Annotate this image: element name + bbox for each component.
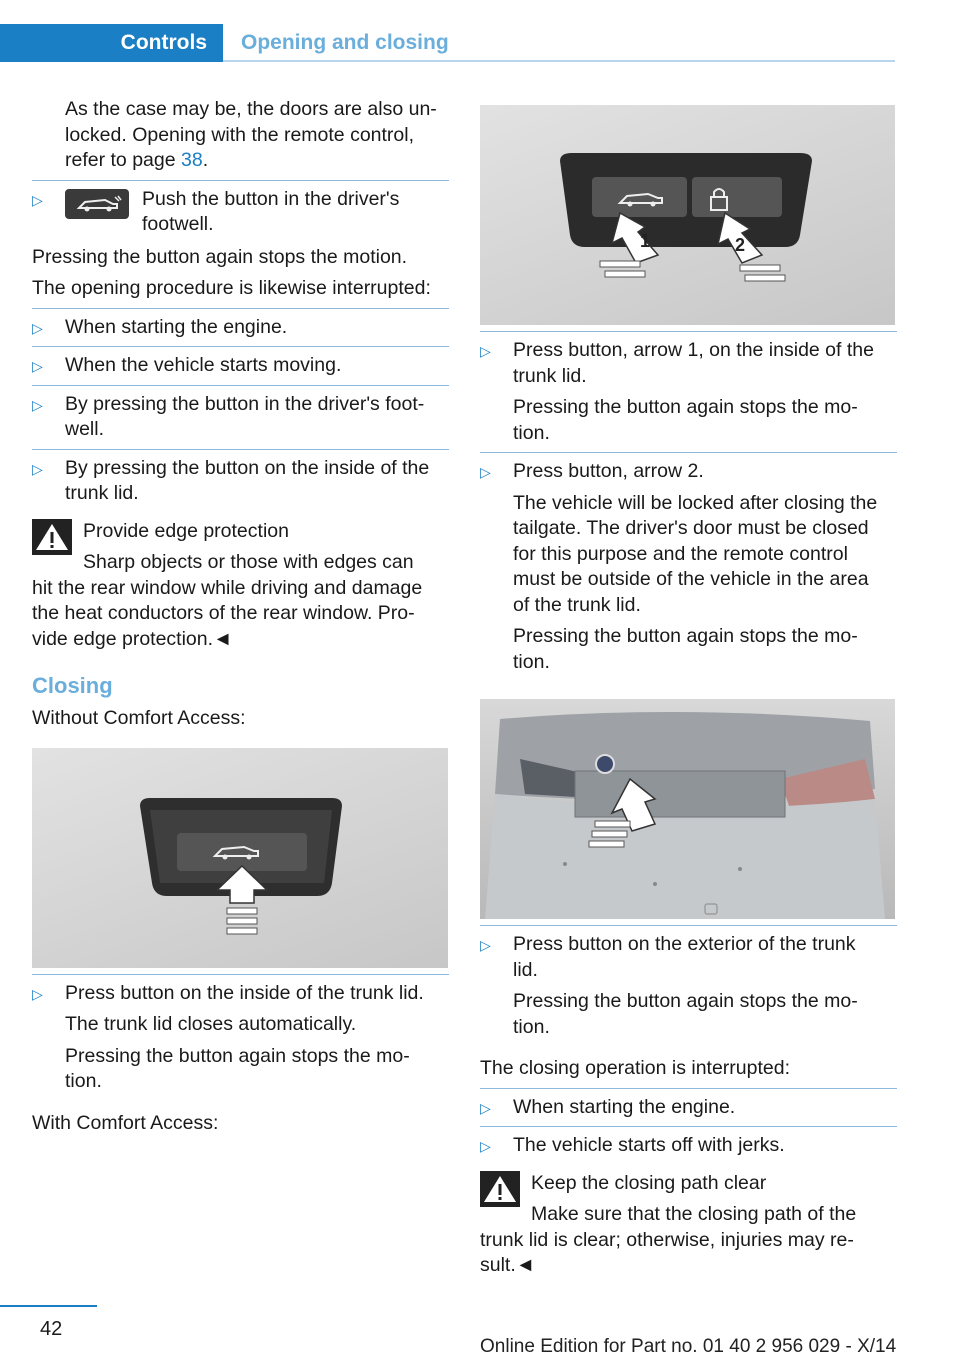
text-line: Press button, arrow 2. (513, 460, 704, 482)
list-item (480, 459, 897, 675)
triangle-right-icon: ▷ (480, 937, 491, 953)
text-line: tion. (513, 1015, 550, 1038)
warning-box (32, 519, 449, 653)
text-line: of the trunk lid. (513, 593, 641, 616)
triangle-right-icon: ▷ (32, 396, 43, 413)
text-line: Pressing the button again stops the mo- (65, 1044, 410, 1067)
warning-triangle-icon (32, 519, 72, 555)
text-line: tailgate. The driver's door must be closed (513, 517, 869, 539)
warning-title: Provide edge protection (83, 519, 289, 542)
list-item (32, 315, 449, 341)
list-item-text: By pressing the button in the driver's foot- well. (65, 392, 425, 440)
text-line: trunk lid is clear; otherwise, injuries may re- (480, 1228, 854, 1251)
triangle-right-icon: ▷ (480, 1099, 491, 1116)
intro-paragraph (32, 97, 449, 174)
tab-controls[interactable]: Controls (0, 24, 223, 62)
footer-rule (0, 1305, 97, 1307)
triangle-right-icon: ▷ (32, 358, 43, 374)
text-line: locked. Opening with the remote control, (65, 123, 415, 146)
text-line: sult.◄ (480, 1254, 536, 1276)
text-line: Sharp objects or those with edges can (83, 551, 414, 573)
text-line: lid. (513, 958, 538, 981)
triangle-right-icon: ▷ (32, 319, 43, 336)
text-line: As the case may be, the doors are also un- (65, 98, 437, 120)
text-line: The vehicle will be locked after closing the (513, 491, 878, 514)
divider (480, 1088, 897, 1089)
triangle-right-icon: ▷ (480, 343, 491, 359)
text-line: The trunk lid closes automatically. (65, 1013, 357, 1035)
figure-label-2: 2 (735, 235, 746, 255)
text-line: footwell. (142, 213, 214, 235)
text-line: the heat conductors of the rear window. Pro- (32, 602, 415, 624)
warning-title: Keep the closing path clear (531, 1171, 767, 1194)
divider (32, 449, 449, 450)
list-item-text: The vehicle starts off with jerks. (513, 1134, 785, 1156)
text-line: for this purpose and the remote control (513, 542, 848, 565)
divider (480, 925, 897, 926)
without-comfort-label: Without Comfort Access: (32, 707, 246, 729)
divider (480, 1126, 897, 1127)
list-item (480, 1133, 897, 1159)
list-item-text: Press button on the inside of the trunk lid. (65, 981, 424, 1004)
warning-triangle-icon (480, 1171, 520, 1207)
text-line: tion. (513, 421, 550, 444)
divider (32, 974, 449, 975)
list-item (32, 981, 449, 1095)
warning-box (480, 1171, 897, 1279)
text-line: trunk lid. (513, 364, 587, 387)
text-line: Pressing the button again stops the mo- (513, 396, 858, 418)
trunk-button-figure (32, 748, 448, 968)
text-line: Make sure that the closing path of the (531, 1203, 857, 1225)
stop-text: Pressing the button again stops the motion. (32, 245, 408, 268)
divider (32, 308, 449, 309)
list-item (480, 1095, 897, 1121)
divider (32, 346, 449, 347)
divider (480, 331, 897, 332)
edition-text: Online Edition for Part no. 01 40 2 956 029 - X/14 (480, 1336, 897, 1357)
list-item-text: When starting the engine. (513, 1095, 736, 1118)
list-item (32, 456, 449, 507)
list-item (32, 353, 449, 379)
car-trunk-icon (65, 189, 129, 219)
list-item (32, 392, 449, 443)
trunk-lock-button-figure (480, 105, 895, 325)
text-line: tion. (513, 650, 550, 673)
text-fragment: refer to page (65, 149, 181, 171)
divider (32, 180, 449, 181)
text-line: vide edge protection.◄ (32, 627, 233, 650)
triangle-right-icon: ▷ (480, 464, 491, 480)
section-heading: Closing (32, 673, 113, 698)
header-rule (223, 60, 895, 62)
text-line: Pressing the button again stops the mo- (513, 990, 858, 1012)
list-item-text: When starting the engine. (65, 315, 288, 338)
closing-interrupt-intro: The closing operation is interrupted: (480, 1057, 791, 1079)
text-line (65, 148, 449, 174)
interrupt-intro: The opening procedure is likewise interrupted: (32, 277, 431, 299)
triangle-right-icon: ▷ (32, 191, 43, 208)
text-line: Push the button in the driver's (142, 187, 400, 210)
list-item (480, 338, 897, 446)
tab-opening-and-closing[interactable]: Opening and closing (241, 31, 449, 54)
list-item (480, 932, 897, 1040)
text-line: hit the rear window while driving and damage (32, 576, 423, 599)
list-item-text: By pressing the button on the inside of the trunk lid. (65, 456, 430, 504)
page-link[interactable]: 38 (181, 149, 203, 171)
text-line: Press button on the exterior of the trunk (513, 933, 856, 955)
figure-label-1: 1 (640, 231, 651, 251)
triangle-right-icon: ▷ (32, 985, 43, 1002)
text-line: Press button, arrow 1, on the inside of the (513, 339, 874, 361)
trunk-exterior-figure (480, 699, 895, 919)
with-comfort-label: With Comfort Access: (32, 1111, 219, 1134)
divider (480, 452, 897, 453)
page-header (0, 24, 895, 62)
text-line: Pressing the button again stops the mo- (513, 625, 858, 647)
right-column (480, 105, 897, 1279)
left-column (32, 97, 449, 1136)
text-fragment: . (202, 149, 209, 171)
text-line: must be outside of the vehicle in the area (513, 568, 869, 590)
footwell-item (32, 187, 449, 239)
triangle-right-icon: ▷ (32, 460, 43, 477)
page-number: 42 (40, 1318, 63, 1340)
triangle-right-icon: ▷ (480, 1138, 491, 1154)
text-line: tion. (65, 1070, 102, 1092)
divider (32, 385, 449, 386)
list-item-text: When the vehicle starts moving. (65, 354, 342, 376)
